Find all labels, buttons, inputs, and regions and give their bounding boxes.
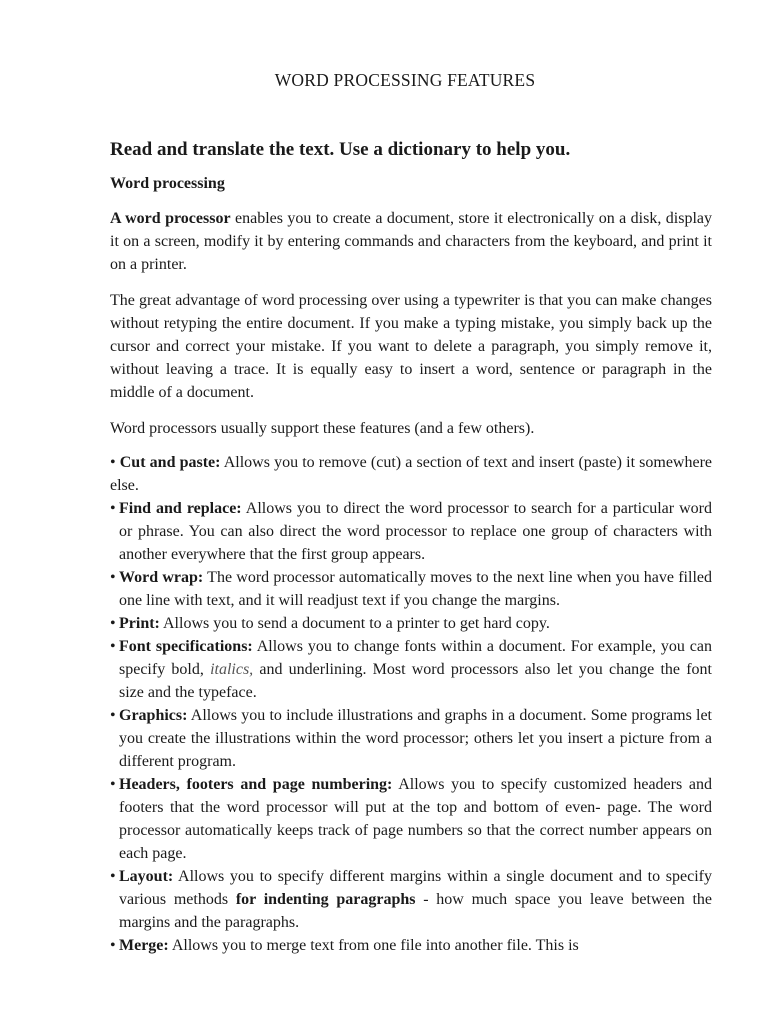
paragraph-features-intro: Word processors usually support these features (and a few others).	[110, 420, 535, 437]
feature-term: Print:	[119, 615, 160, 632]
feature-term: Graphics:	[119, 707, 188, 724]
list-item	[110, 773, 712, 865]
bullet-icon: •	[110, 638, 116, 655]
bullet-icon: •	[110, 500, 116, 517]
feature-term: Find and replace:	[119, 500, 242, 517]
feature-term: Cut and paste:	[119, 454, 221, 471]
bullet-icon: •	[110, 569, 116, 586]
feature-list	[110, 451, 712, 957]
feature-text: Allows you to merge text from one file into another file. This is	[168, 937, 579, 954]
feature-italic-example: italics,	[210, 661, 254, 678]
feature-text: Allows you to change fonts within a document. For example, you can specify bold,	[119, 638, 712, 678]
feature-term: Font specifications:	[119, 638, 253, 655]
paragraph-word-processor	[110, 207, 712, 276]
list-item	[110, 451, 712, 497]
list-item	[110, 566, 712, 612]
feature-text: - how much space you leave between the margins and the paragraphs.	[119, 891, 712, 931]
feature-text: The word processor automatically moves to the next line when you have filled one line with text, and it will readjust text if you change the margins.	[119, 569, 712, 609]
bullet-icon: •	[110, 615, 116, 632]
feature-term: Layout:	[119, 868, 174, 885]
feature-text: and underlining. Most word processors also let you change the font size and the typeface.	[119, 661, 712, 701]
paragraph-body: enables you to create a document, store it electronically on a disk, display it on a screen, modify it by entering commands and characters from the keyboard, and print it on a printer.	[110, 210, 712, 273]
paragraph-advantage: The great advantage of word processing over using a typewriter is that you can make changes without retyping the entire document. If you make a typing mistake, you simply back up the cursor and correct your mistake. If you want to delete a paragraph, you simply remove it, without leaving a trace. It is equally easy to insert a word, sentence or paragraph in the middle of a document.	[110, 292, 712, 401]
feature-bold-phrase: for indenting paragraphs	[235, 891, 416, 908]
feature-text: Allows you to remove (cut) a section of text and insert (paste) it somewhere else.	[110, 454, 713, 494]
feature-term: Word wrap:	[119, 569, 204, 586]
bullet-icon: •	[110, 707, 116, 724]
page-title: WORD PROCESSING FEATURES	[274, 70, 536, 90]
feature-text: Allows you to direct the word processor to search for a particular word or phrase. You can also direct the word processor to replace one group of characters with another everywhere that the first group appears.	[119, 500, 712, 563]
feature-text: Allows you to specify customized headers and footers that the word processor will put at the top and bottom of even- page. The word processor automatically keeps track of page numbers so that the correct number appears on each page.	[119, 776, 712, 862]
instruction-heading: Read and translate the text. Use a dictionary to help you.	[110, 139, 571, 160]
bullet-icon: •	[110, 776, 116, 793]
bullet-icon: •	[110, 937, 116, 954]
feature-term: Merge:	[119, 937, 169, 954]
list-item	[110, 635, 712, 704]
list-item	[110, 704, 712, 773]
bullet-icon: •	[110, 868, 116, 885]
list-item	[110, 497, 712, 566]
feature-text: Allows you to specify different margins within a single document and to specify various methods	[119, 868, 712, 908]
feature-text: Allows you to send a document to a printer to get hard copy.	[159, 615, 550, 632]
list-item	[110, 934, 712, 957]
paragraph-lead-term: A word processor	[110, 210, 231, 227]
section-subheading: Word processing	[110, 175, 225, 192]
list-item	[110, 612, 712, 635]
list-item	[110, 865, 712, 934]
feature-term: Headers, footers and page numbering:	[119, 776, 393, 793]
feature-text: Allows you to include illustrations and graphs in a document. Some programs let you create the illustrations within the word processor; others let you insert a picture from a different program.	[119, 707, 712, 770]
bullet-icon: •	[110, 454, 116, 471]
